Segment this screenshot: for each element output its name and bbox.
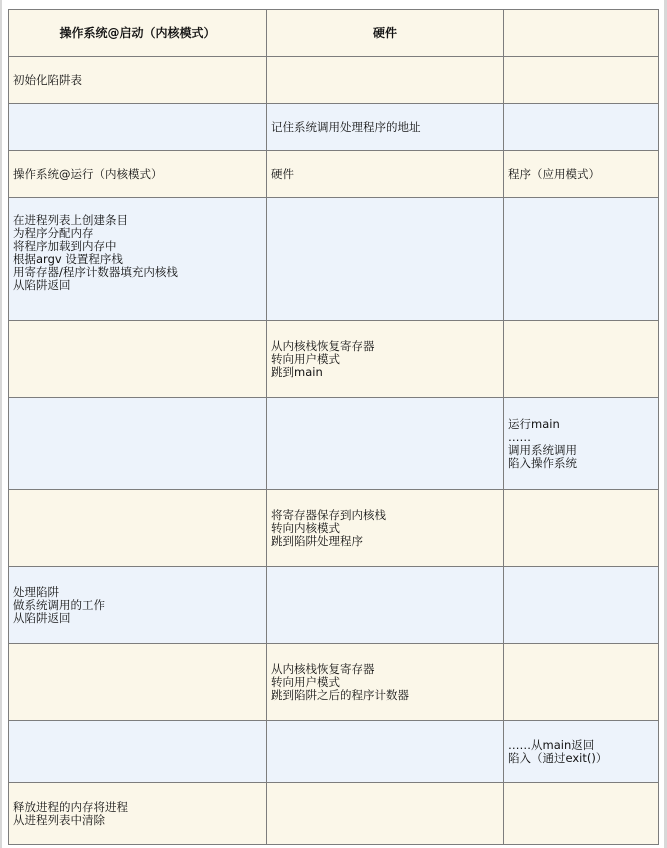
cell-os	[9, 490, 267, 567]
table-row	[9, 198, 659, 321]
cell-os	[9, 321, 267, 398]
cell-hardware	[267, 198, 504, 321]
cell-program	[504, 567, 659, 644]
cell-program	[504, 644, 659, 721]
cell-hardware: 从内核栈恢复寄存器 转向用户模式 跳到陷阱之后的程序计数器	[267, 644, 504, 721]
cell-os	[9, 104, 267, 151]
cell-program: 运行main …… 调用系统调用 陷入操作系统	[504, 398, 659, 490]
page-left-border	[0, 0, 2, 848]
table-header-row	[9, 10, 659, 57]
cell-program: ……从main返回 陷入（通过exit()）	[504, 721, 659, 783]
table-row	[9, 151, 659, 198]
cell-hardware	[267, 567, 504, 644]
cell-os: 处理陷阱 做系统调用的工作 从陷阱返回	[9, 567, 267, 644]
cell-os	[9, 644, 267, 721]
cell-os: 初始化陷阱表	[9, 57, 267, 104]
page-top-edge	[0, 0, 667, 6]
cell-program	[504, 783, 659, 845]
table-row	[9, 57, 659, 104]
cell-os: 释放进程的内存将进程 从进程列表中清除	[9, 783, 267, 845]
table-row	[9, 490, 659, 567]
cell-hardware: 硬件	[267, 151, 504, 198]
cell-program	[504, 490, 659, 567]
table-row	[9, 721, 659, 783]
cell-program	[504, 57, 659, 104]
limited-direct-execution-table	[8, 9, 659, 845]
cell-program	[504, 104, 659, 151]
cell-hardware: 从内核栈恢复寄存器 转向用户模式 跳到main	[267, 321, 504, 398]
cell-hardware	[267, 57, 504, 104]
table-row	[9, 644, 659, 721]
table-row	[9, 398, 659, 490]
header-os-boot: 操作系统@启动（内核模式）	[9, 10, 267, 57]
cell-program	[504, 321, 659, 398]
cell-hardware	[267, 721, 504, 783]
cell-program: 程序（应用模式）	[504, 151, 659, 198]
cell-hardware: 记住系统调用处理程序的地址	[267, 104, 504, 151]
cell-os: 操作系统@运行（内核模式）	[9, 151, 267, 198]
table-row	[9, 567, 659, 644]
cell-os	[9, 721, 267, 783]
cell-program	[504, 198, 659, 321]
cell-os: 在进程列表上创建条目 为程序分配内存 将程序加载到内存中 根据argv 设置程序栈 用寄存器/程序计数器填充内核栈 从陷阱返回	[9, 198, 267, 321]
header-empty	[504, 10, 659, 57]
cell-hardware	[267, 783, 504, 845]
table-row	[9, 783, 659, 845]
table-row	[9, 321, 659, 398]
cell-hardware	[267, 398, 504, 490]
cell-hardware: 将寄存器保存到内核栈 转向内核模式 跳到陷阱处理程序	[267, 490, 504, 567]
header-hardware: 硬件	[267, 10, 504, 57]
table-row	[9, 104, 659, 151]
cell-os	[9, 398, 267, 490]
